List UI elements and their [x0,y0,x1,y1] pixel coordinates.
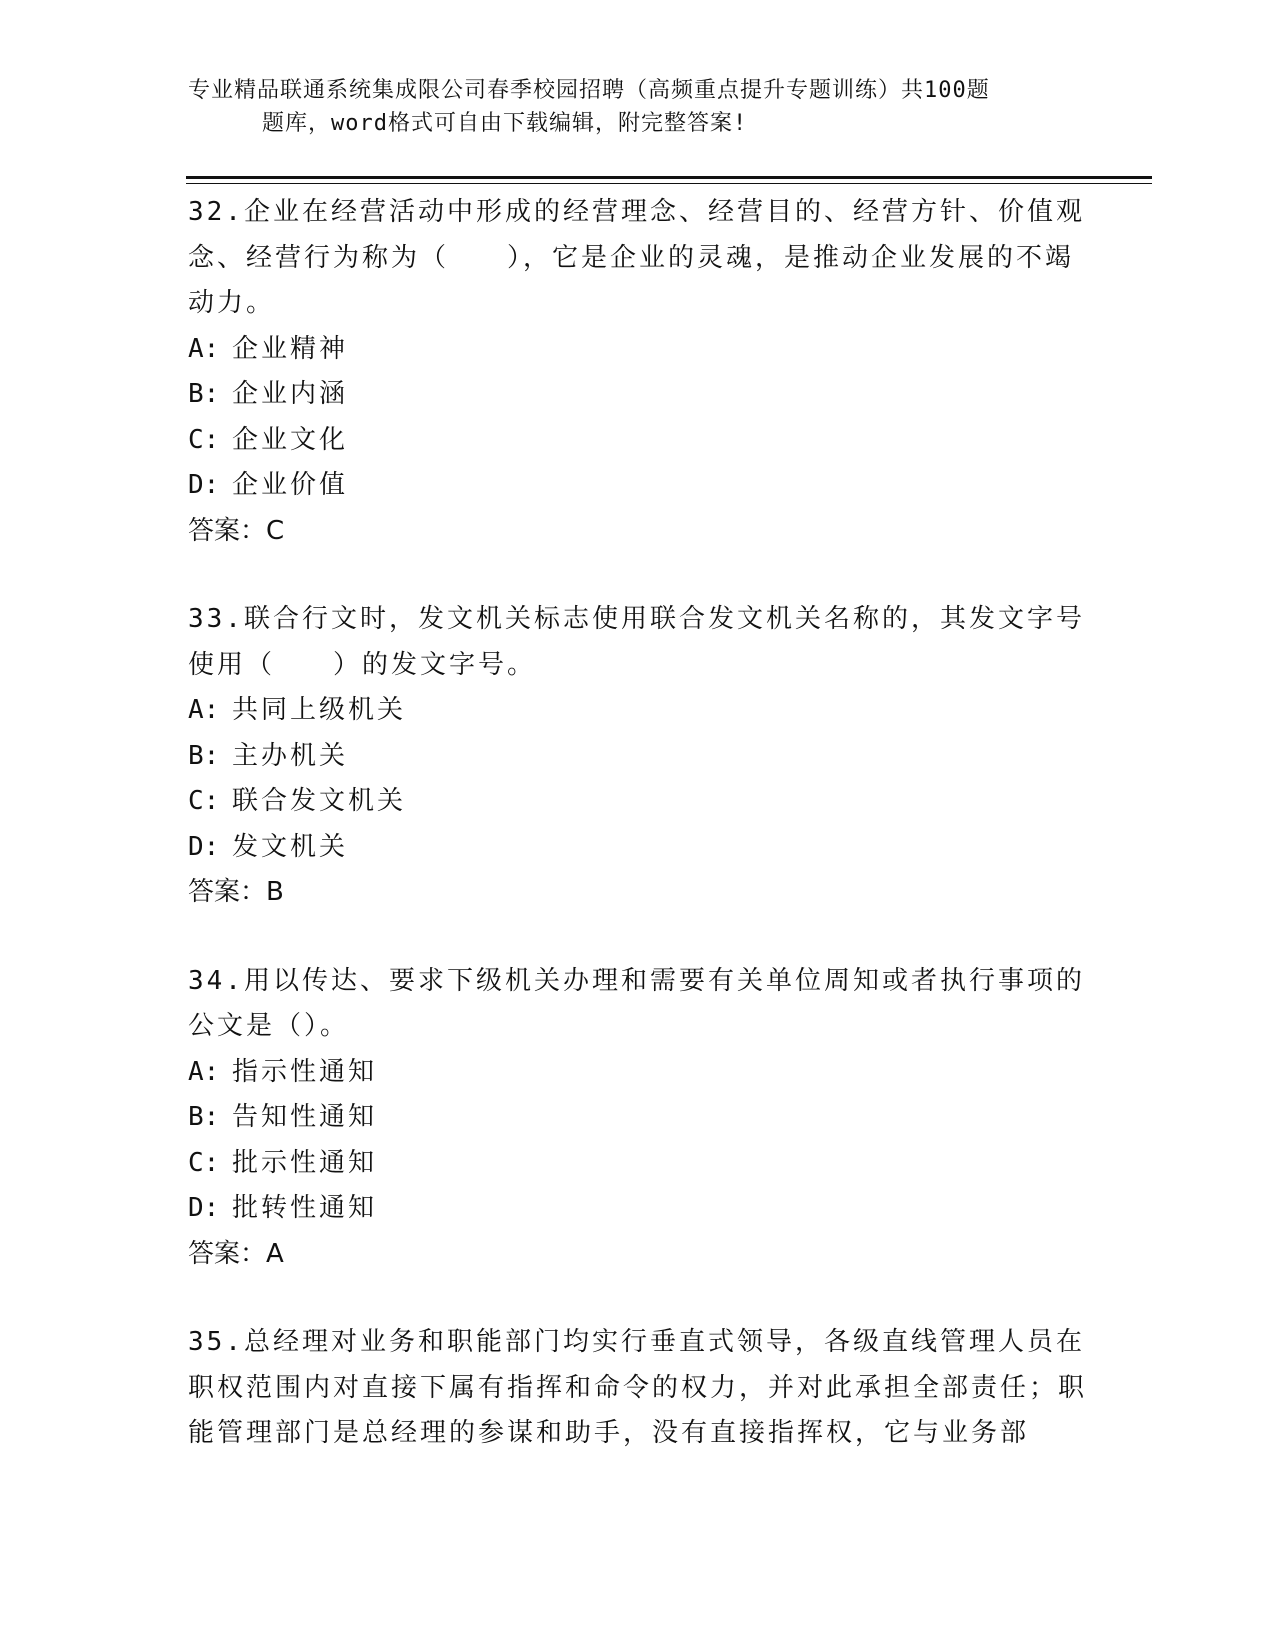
option-text: 企业内涵 [232,379,349,409]
option-text: 联合发文机关 [232,786,407,816]
header-title-line-2: 题库，word格式可自由下载编辑，附完整答案! [262,111,748,136]
option-b [188,1095,1088,1141]
option-key: C: [188,1147,220,1178]
header-divider-thin [186,183,1152,184]
option-c [188,418,1088,464]
option-key: C: [188,424,220,455]
option-key: A: [188,1056,220,1087]
header-title-line-1: 专业精品联通系统集成限公司春季校园招聘（高频重点提升专题训练）共100题 [188,78,990,103]
question-33 [188,597,1088,916]
question-32 [188,190,1088,554]
header-divider-thick [186,176,1152,179]
option-text: 发文机关 [232,831,349,862]
option-a [188,327,1088,373]
option-key: B: [188,379,220,409]
option-text: 共同上级机关 [232,695,407,725]
option-text: 企业价值 [232,470,349,500]
option-d [188,463,1088,509]
question-stem: 34.用以传达、要求下级机关办理和需要有关单位周知或者执行事项的公文是（）。 [188,965,1085,1041]
question-34 [188,959,1088,1278]
document-header [188,74,1068,140]
option-b [188,372,1088,418]
option-b [188,734,1088,780]
option-key: C: [188,786,220,816]
option-c [188,779,1088,825]
option-text: 企业精神 [232,333,349,364]
question-list [188,190,1088,1500]
answer-line: 答案：A [188,1238,284,1269]
option-text: 告知性通知 [232,1102,378,1132]
answer-line: 答案：C [188,515,285,546]
option-key: B: [188,1102,220,1132]
option-d [188,825,1088,871]
question-stem: 35.总经理对业务和职能部门均实行垂直式领导，各级直线管理人员在职权范围内对直接下属有指挥和命令的权力，并对此承担全部责任；职能管理部门是总经理的参谋和助手，没有直接指挥权，它与业务部 [188,1327,1088,1448]
option-text: 企业文化 [232,424,349,455]
option-d [188,1186,1088,1232]
option-key: D: [188,1193,220,1223]
option-key: A: [188,695,220,725]
option-key: B: [188,740,220,771]
option-text: 指示性通知 [232,1056,378,1087]
question-stem: 33.联合行文时，发文机关标志使用联合发文机关名称的，其发文字号使用（ ）的发文字号。 [188,604,1085,680]
option-key: A: [188,333,220,364]
option-key: D: [188,831,220,862]
option-c [188,1141,1088,1187]
option-text: 批转性通知 [232,1193,378,1223]
option-text: 批示性通知 [232,1147,378,1178]
question-35 [188,1320,1088,1457]
question-stem: 32.企业在经营活动中形成的经营理念、经营目的、经营方针、价值观念、经营行为称为（ ），它是企业的灵魂，是推动企业发展的不竭动力。 [188,197,1085,318]
option-a [188,688,1088,734]
option-key: D: [188,470,220,500]
answer-line: 答案：B [188,877,284,907]
option-a [188,1050,1088,1096]
option-text: 主办机关 [232,740,349,771]
